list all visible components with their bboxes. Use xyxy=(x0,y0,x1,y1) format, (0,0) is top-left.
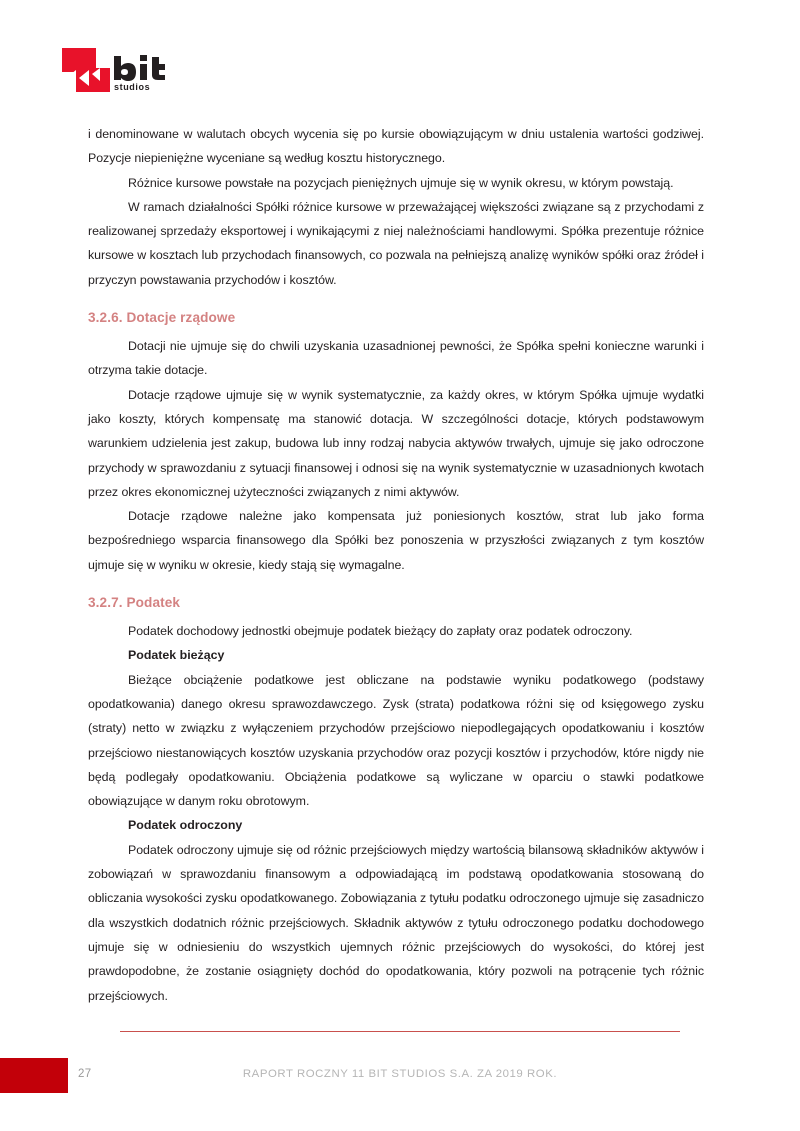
svg-text:studios: studios xyxy=(114,82,151,92)
page-number: 27 xyxy=(78,1068,92,1080)
paragraph: Bieżące obciążenie podatkowe jest obliczane na podstawie wyniku podatkowego (podstawy opodatkowania) danego okresu sprawozdawczego. Zysk (strata) podatkowa różni się od księgowego zysku (straty) netto w związku z wyłączeniem przychodów przejściowo niepodlegających opodatkowaniu i kosztów przejściowo niestanowiących kosztów uzyskania przychodów oraz pozycji kosztów i przychodów, które nigdy nie będą podlegały opodatkowaniu. Obciążenia podatkowe są wyliczane w oparciu o stawki podatkowe obowiązujące w danym roku obrotowym. xyxy=(88,672,704,809)
paragraph: W ramach działalności Spółki różnice kursowe w przeważającej większości związane są z przychodami z realizowanej sprzedaży eksportowej i wynikającymi z niej należnościami handlowymi. Spółka prezentuje różnice kursowe w kosztach lub przychodach finansowych, co pozwala na pełniejszą analizę wyników spółki oraz źródeł i przyczyn powstawania przychodów i kosztów. xyxy=(88,199,704,287)
paragraph: Podatek dochodowy jednostki obejmuje podatek bieżący do zapłaty oraz podatek odroczony. xyxy=(128,624,633,639)
subheading-current-tax: Podatek bieżący xyxy=(128,648,225,663)
paragraph: Dotacje rządowe należne jako kompensata już poniesionych kosztów, strat lub jako forma bezpośredniego wsparcia finansowego dla Spółki bez ponoszenia w przyszłości związanych z tym kosztów ujmuje się w wyniku w okresie, kiedy stają się wymagalne. xyxy=(88,509,704,572)
section-heading-3-2-6: 3.2.6. Dotacje rządowe xyxy=(88,310,236,326)
logo-mark-icon xyxy=(62,48,110,92)
footer-divider xyxy=(120,1031,680,1032)
company-logo xyxy=(62,48,180,96)
subheading-deferred-tax: Podatek odroczony xyxy=(128,818,243,833)
paragraph: Dotacje rządowe ujmuje się w wynik systematycznie, za każdy okres, w którym Spółka ujmuje wydatki jako koszty, których kompensatę ma stanowić dotacja. W szczególności dotacje, których podstawowym warunkiem udzielenia jest zakup, budowa lub inny rodzaj nabycia aktywów trwałych, ujmuje się jako odroczone przychody w sprawozdaniu z sytuacji finansowej i odnosi się na wynik systematycznie w uzasadnionych kwotach przez okres ekonomicznej użyteczności związanych z nimi aktywów. xyxy=(88,387,704,499)
footer-accent-block xyxy=(0,1058,68,1093)
paragraph: Dotacji nie ujmuje się do chwili uzyskania uzasadnionej pewności, że Spółka spełni konieczne warunki i otrzyma takie dotacje. xyxy=(88,339,704,378)
logo-wordmark-icon xyxy=(114,54,180,92)
footer-title: RAPORT ROCZNY 11 BIT STUDIOS S.A. ZA 2019 ROK. xyxy=(242,1068,558,1080)
paragraph: Podatek odroczony ujmuje się od różnic przejściowych między wartością bilansową składników aktywów i zobowiązań w sprawozdaniu finansowym a odpowiadającą im podstawą opodatkowania stosowaną do obliczania wysokości zysku opodatkowanego. Zobowiązania z tytułu podatku odroczonego ujmuje się zasadniczo dla wszystkich dodatnich różnic przejściowych. Składnik aktywów z tytułu odroczonego podatku dochodowego ujmuje się w odniesieniu do wszystkich ujemnych różnic przejściowych do wysokości, do której jest prawdopodobne, że zostanie osiągnięty dochód do opodatkowania, który pozwoli na potrącenie tych różnic przejściowych. xyxy=(88,842,704,1003)
paragraph: i denominowane w walutach obcych wycenia się po kursie obowiązującym w dniu ustalenia wartości godziwej. Pozycje niepieniężne wyceniane są według kosztu historycznego. xyxy=(88,127,704,166)
document-body xyxy=(88,122,704,1008)
section-heading-3-2-7: 3.2.7. Podatek xyxy=(88,595,181,611)
page-header xyxy=(62,48,182,98)
paragraph: Różnice kursowe powstałe na pozycjach pieniężnych ujmuje się w wynik okresu, w którym powstają. xyxy=(128,175,674,190)
